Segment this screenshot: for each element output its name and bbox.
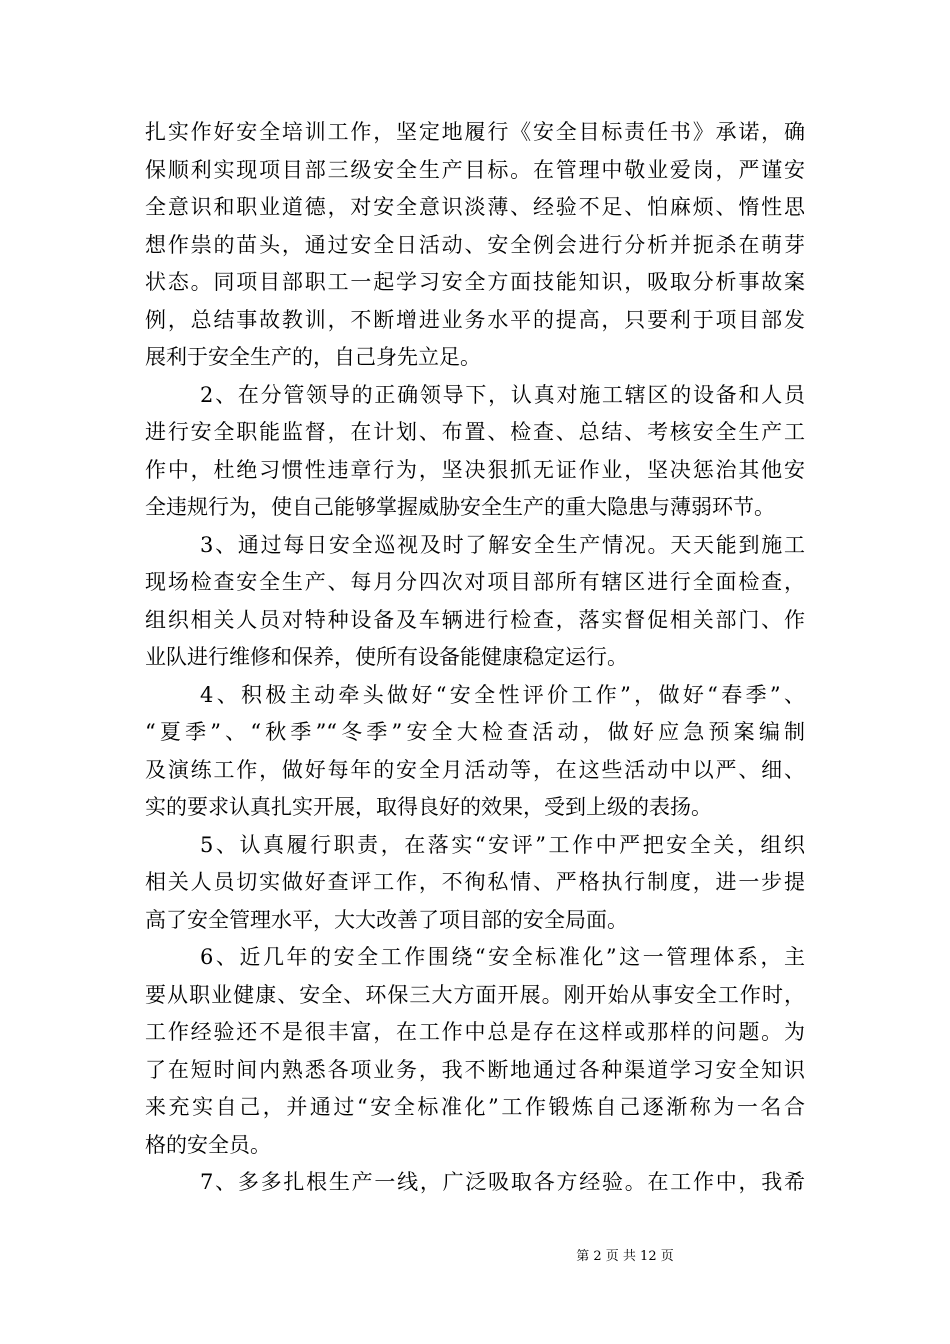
text-line: 实的要求认真扎实开展，取得良好的效果，受到上级的表扬。 [145,795,712,819]
paragraph-1 [145,114,805,377]
text-line: “夏季”、“秋季”“冬季”安全大检查活动，做好应急预案编制 [145,720,805,744]
paragraph-7 [145,1164,805,1202]
text-line: 要从职业健康、安全、环保三大方面开展。刚开始从事安全工作时， [145,982,805,1007]
page-number-footer: 第 2 页 共 12 页 [576,1249,674,1264]
text-line: 了在短时间内熟悉各项业务，我不断地通过各种渠道学习安全知识 [145,1057,805,1082]
text-line: 2、在分管领导的正确领导下，认真对施工辖区的设备和人员 [200,382,805,407]
text-line: 全意识和职业道德，对安全意识淡薄、经验不足、怕麻烦、惰性思 [145,195,805,219]
text-line: 相关人员切实做好查评工作，不徇私情、严格执行制度，进一步提 [145,870,805,894]
text-line: 想作祟的苗头，通过安全日活动、安全例会进行分析并扼杀在萌芽 [145,232,805,257]
text-line: 全违规行为，使自己能够掌握威胁安全生产的重大隐患与薄弱环节。 [145,495,775,519]
text-line: 高了安全管理水平，大大改善了项目部的安全局面。 [145,907,628,932]
paragraph-2 [145,377,805,527]
text-line: 格的安全员。 [145,1132,271,1157]
text-line: 组织相关人员对特种设备及车辆进行检查，落实督促相关部门、作 [145,607,805,632]
text-line: 作中，杜绝习惯性违章行为，坚决狠抓无证作业，坚决惩治其他安 [145,457,805,482]
text-line: 进行安全职能监督，在计划、布置、检查、总结、考核安全生产工 [145,420,805,444]
paragraph-3 [145,527,805,677]
text-line: 工作经验还不是很丰富，在工作中总是存在这样或那样的问题。为 [145,1020,805,1044]
paragraph-6 [145,939,805,1164]
text-line: 7、多多扎根生产一线，广泛吸取各方经验。在工作中，我希 [200,1170,805,1194]
text-line: 业队进行维修和保养，使所有设备能健康稳定运行。 [145,645,628,669]
text-line: 展利于安全生产的，自己身先立足。 [145,345,481,369]
text-line: 及演练工作，做好每年的安全月活动等，在这些活动中以严、细、 [145,757,805,782]
text-line: 例，总结事故教训，不断增进业务水平的提高，只要利于项目部发 [145,307,805,332]
text-line: 3、通过每日安全巡视及时了解安全生产情况。天天能到施工 [200,532,805,557]
text-line: 4、积极主动牵头做好“安全性评价工作”，做好“春季”、 [200,682,805,707]
text-line: 6、近几年的安全工作围绕“安全标准化”这一管理体系，主 [200,945,805,969]
text-line: 现场检查安全生产、每月分四次对项目部所有辖区进行全面检查， [145,570,805,594]
text-line: 5、认真履行职责，在落实“安评”工作中严把安全关，组织 [200,832,805,857]
document-body [145,114,805,1202]
paragraph-5 [145,827,805,940]
text-line: 保顺利实现项目部三级安全生产目标。在管理中敬业爱岗，严谨安 [145,157,805,182]
text-line: 来充实自己，并通过“安全标准化”工作锻炼自己逐渐称为一名合 [145,1095,805,1119]
text-line: 状态。同项目部职工一起学习安全方面技能知识，吸取分析事故案 [145,270,805,294]
text-line: 扎实作好安全培训工作，坚定地履行《安全目标责任书》承诺，确 [145,120,805,144]
paragraph-4 [145,677,805,827]
